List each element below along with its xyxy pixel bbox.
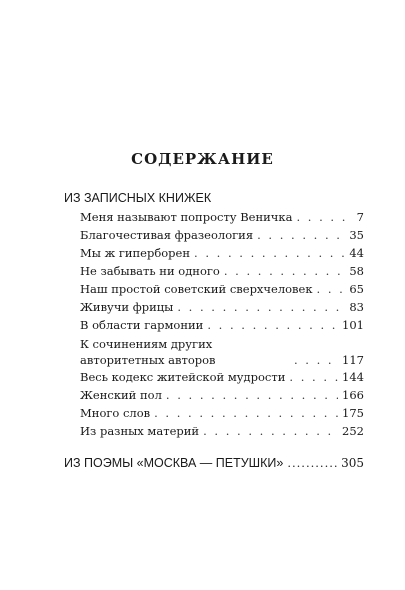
dot-leader <box>194 244 345 262</box>
toc-entry <box>64 262 364 280</box>
table-of-contents <box>64 189 364 472</box>
entry-page-number: 44 <box>349 246 364 260</box>
section-heading: ИЗ ПОЭМЫ «МОСКВА — ПЕТУШКИ» <box>64 456 284 470</box>
toc-entry <box>64 280 364 298</box>
dot-leader <box>289 368 338 386</box>
toc-entry <box>64 422 364 440</box>
toc-entry <box>64 386 364 404</box>
entry-page-number: 101 <box>342 318 364 332</box>
entry-page-number: 65 <box>349 282 364 296</box>
dot-leader <box>224 262 346 280</box>
entry-page-number: 117 <box>342 353 364 367</box>
entry-title: Благочестивая фразеология <box>80 228 254 242</box>
dot-leader <box>317 280 346 298</box>
toc-entry <box>64 208 364 226</box>
section-page-number: 305 <box>341 456 364 470</box>
section-heading: ИЗ ЗАПИСНЫХ КНИЖЕК <box>64 191 212 205</box>
entry-page-number: 58 <box>349 264 364 278</box>
entry-title: Много слов <box>80 406 151 420</box>
entry-page-number: 175 <box>342 406 364 420</box>
dot-leader <box>154 404 338 422</box>
entry-title: К сочинениям других авторитетных авторов <box>80 337 216 367</box>
dot-leader <box>177 298 345 316</box>
toc-entry <box>64 226 364 244</box>
entry-title: Из разных материй <box>80 424 200 438</box>
dot-leader <box>203 422 338 440</box>
entry-page-number: 7 <box>356 210 364 224</box>
toc-entry <box>64 334 364 368</box>
dot-leader <box>287 454 337 472</box>
toc-title: СОДЕРЖАНИЕ <box>131 150 274 168</box>
entry-title: Живучи фрицы <box>80 300 174 314</box>
entry-page-number: 144 <box>342 370 364 384</box>
toc-entry <box>64 316 364 334</box>
dot-leader <box>207 316 338 334</box>
entry-title: Женский пол <box>80 388 162 402</box>
dot-leader <box>296 208 346 226</box>
dot-leader <box>166 386 338 404</box>
entry-page-number: 166 <box>342 388 364 402</box>
entry-title: Меня называют попросту Веничка <box>80 210 293 224</box>
dot-leader <box>294 352 338 368</box>
toc-entry <box>64 244 364 262</box>
entry-title: Не забывать ни одного <box>80 264 220 278</box>
toc-entry <box>64 404 364 422</box>
entry-page-number: 35 <box>349 228 364 242</box>
dot-leader <box>257 226 345 244</box>
entry-title: Весь кодекс житейской мудрости <box>80 370 286 384</box>
entry-title: Мы ж гиперборен <box>80 246 191 260</box>
toc-section-entry <box>64 454 364 472</box>
toc-entry <box>64 298 364 316</box>
entry-page-number: 252 <box>342 424 364 438</box>
entry-title: В области гармонии <box>80 318 204 332</box>
entry-title: Наш простой советский сверхчеловек <box>80 282 313 296</box>
entry-page-number: 83 <box>349 300 364 314</box>
toc-entry <box>64 368 364 386</box>
